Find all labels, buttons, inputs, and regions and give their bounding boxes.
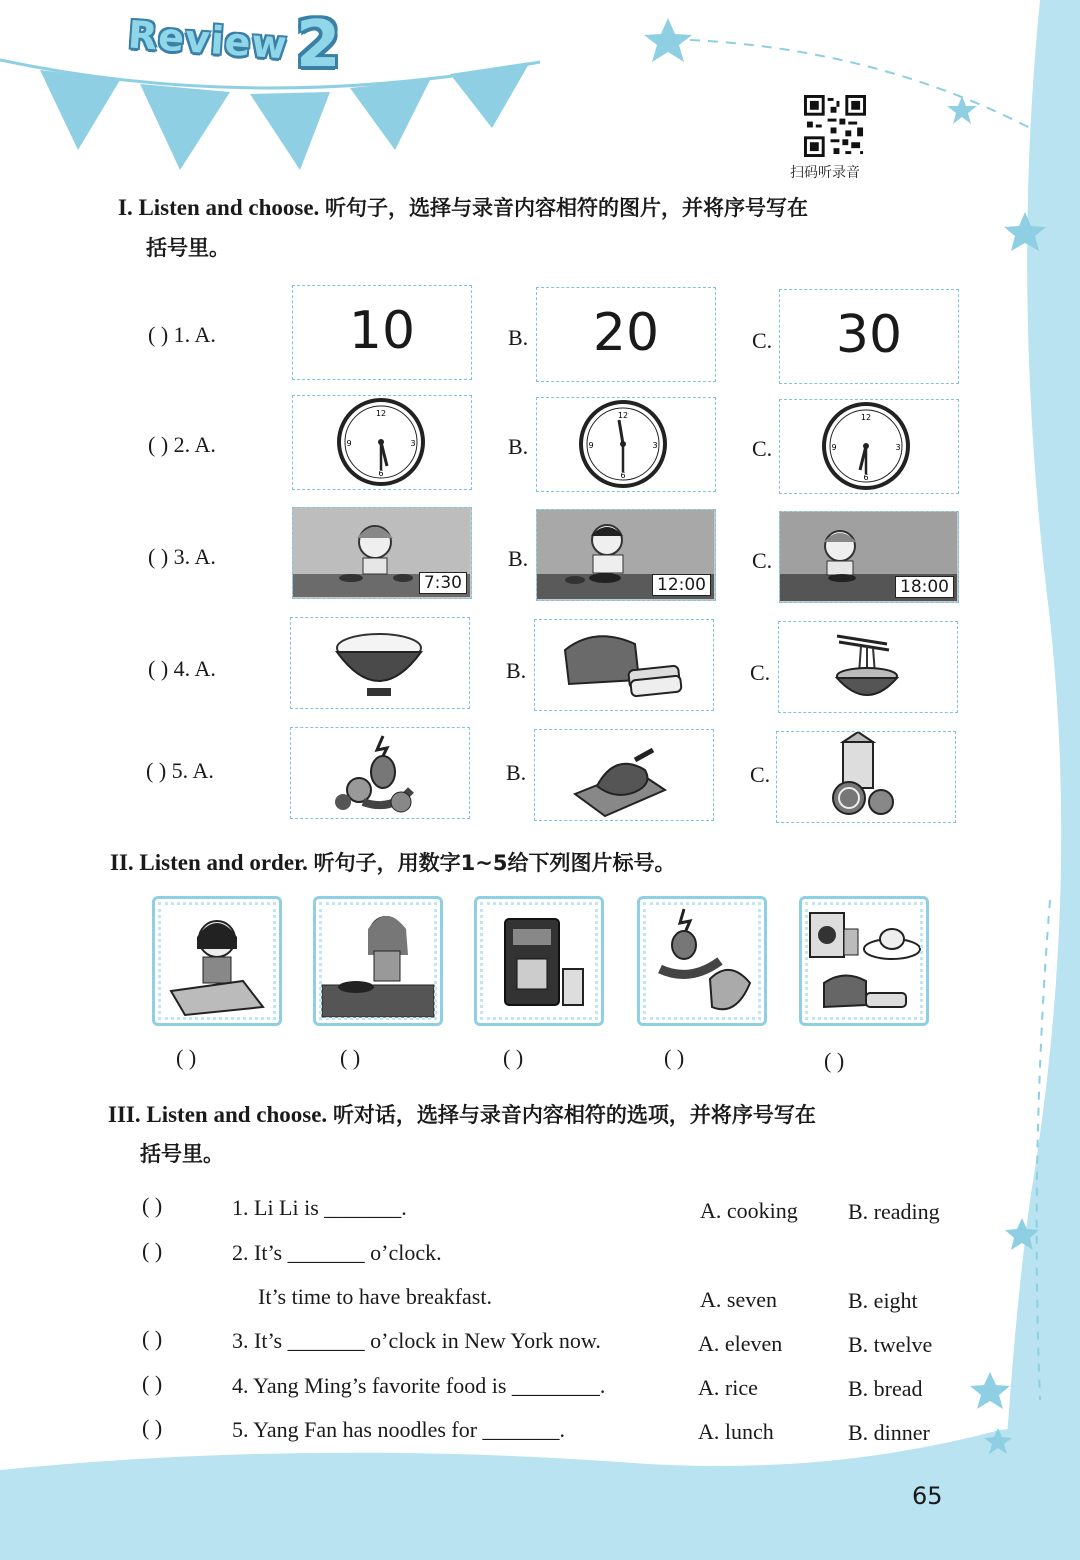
s2-answer-4[interactable]: ( ) xyxy=(664,1045,685,1070)
section3-title xyxy=(108,1095,816,1135)
s1-row4-c: C. xyxy=(750,660,771,685)
s1-row5-option-a[interactable] xyxy=(290,727,470,819)
s3-q3-text: 3. It’s _______ o’clock in New York now. xyxy=(232,1328,601,1353)
svg-text:3: 3 xyxy=(652,441,658,450)
juicer-icon xyxy=(477,899,601,1023)
s2-picture-fruit-vegetables[interactable] xyxy=(637,896,767,1026)
clock-icon xyxy=(780,400,957,492)
s2-answer-5[interactable]: ( ) xyxy=(824,1048,845,1073)
s3-q3-paren[interactable]: ( ) xyxy=(142,1326,163,1351)
s3-q1-paren[interactable]: ( ) xyxy=(142,1193,163,1218)
svg-text:6: 6 xyxy=(620,471,626,480)
s1-row1-option-b[interactable] xyxy=(536,287,716,382)
s1-row4-option-b[interactable] xyxy=(534,619,714,711)
s3-q2-text: 2. It’s _______ o’clock. xyxy=(232,1240,442,1265)
s2-answer-2[interactable]: ( ) xyxy=(340,1045,361,1070)
s2-picture-woman-cooking[interactable] xyxy=(313,896,443,1026)
s3-q1-text: 1. Li Li is _______. xyxy=(232,1195,407,1220)
breakfast-icon xyxy=(802,899,926,1023)
s2-picture-breakfast[interactable] xyxy=(799,896,929,1026)
s3-q5-option-a: A. lunch xyxy=(698,1419,774,1444)
svg-text:3: 3 xyxy=(410,439,416,448)
s1-row4-option-c[interactable] xyxy=(778,621,958,713)
time-label: 18:00 xyxy=(895,576,954,598)
s1-row3-label: ( ) 3. A. xyxy=(148,544,216,569)
s1-row2-option-a[interactable] xyxy=(292,395,472,490)
qr-caption: 扫码听录音 xyxy=(790,165,860,181)
s3-q2-text-line2: It’s time to have breakfast. xyxy=(258,1284,492,1309)
s1-row2-b: B. xyxy=(508,434,529,459)
s1-row2-option-c[interactable] xyxy=(779,399,959,494)
chicken-icon xyxy=(535,730,712,819)
s2-picture-girl-drawing[interactable] xyxy=(152,896,282,1026)
s1-row1-c: C. xyxy=(752,328,773,353)
review-title: Review xyxy=(126,12,290,68)
s1-row3-c: C. xyxy=(752,548,773,573)
time-label: 12:00 xyxy=(652,574,711,596)
s3-q4-option-a: A. rice xyxy=(698,1375,758,1400)
rice-bowl-icon xyxy=(291,618,468,707)
section3-title-cont: 括号里。 xyxy=(140,1142,224,1166)
s3-q2-option-b: B. eight xyxy=(848,1288,918,1313)
s1-row3-b: B. xyxy=(508,546,529,571)
svg-text:12: 12 xyxy=(860,413,872,422)
s1-row1-label: ( ) 1. A. xyxy=(148,322,216,347)
s3-q3-option-a: A. eleven xyxy=(698,1331,783,1356)
girl-drawing-icon xyxy=(155,899,279,1023)
s2-answer-3[interactable]: ( ) xyxy=(503,1045,524,1070)
s1-row5-option-b[interactable] xyxy=(534,729,714,821)
s1-row5-label: ( ) 5. A. xyxy=(146,758,214,783)
s1-row1-option-a[interactable] xyxy=(292,285,472,380)
s1-row2-c: C. xyxy=(752,436,773,461)
s1-row4-option-a[interactable] xyxy=(290,617,470,709)
clock-icon xyxy=(293,396,470,488)
s3-q5-option-b: B. dinner xyxy=(848,1420,930,1445)
s1-row4-b: B. xyxy=(506,658,527,683)
s1-row1-b: B. xyxy=(508,325,529,350)
section1-title xyxy=(118,188,808,228)
number-30: 30 xyxy=(835,305,903,365)
svg-text:6: 6 xyxy=(863,473,869,482)
s3-q4-paren[interactable]: ( ) xyxy=(142,1371,163,1396)
s3-q4-text: 4. Yang Ming’s favorite food is ________. xyxy=(232,1373,606,1398)
s3-q1-option-b: B. reading xyxy=(848,1199,940,1224)
qr-code-icon xyxy=(804,95,866,157)
s1-row3-option-c[interactable] xyxy=(779,511,959,603)
s3-q3-option-b: B. twelve xyxy=(848,1332,933,1357)
bread-icon xyxy=(535,620,712,709)
svg-text:6: 6 xyxy=(378,469,384,478)
review-number: 2 xyxy=(296,8,341,82)
s3-q2-option-a: A. seven xyxy=(700,1287,777,1312)
section3-title-cn: 听对话，选择与录音内容相符的选项，并将序号写在 xyxy=(332,1103,816,1127)
s1-row5-c: C. xyxy=(750,762,771,787)
s2-picture-juicer[interactable] xyxy=(474,896,604,1026)
s1-row2-label: ( ) 2. A. xyxy=(148,432,216,457)
s3-q1-option-a: A. cooking xyxy=(700,1198,798,1223)
s1-row5-b: B. xyxy=(506,760,527,785)
page-number: 65 xyxy=(912,1482,943,1510)
svg-text:9: 9 xyxy=(831,443,837,452)
s1-row5-option-c[interactable] xyxy=(776,731,956,823)
section1-title-en: I. Listen and choose. xyxy=(118,195,320,220)
s1-row2-option-b[interactable] xyxy=(536,397,716,492)
number-10: 10 xyxy=(348,301,416,361)
section2-title xyxy=(110,843,675,883)
orange-juice-icon xyxy=(777,732,954,821)
svg-text:12: 12 xyxy=(617,411,629,420)
s1-row3-option-a[interactable] xyxy=(292,507,472,599)
s3-q4-option-b: B. bread xyxy=(848,1376,923,1401)
woman-cooking-icon xyxy=(316,899,440,1023)
s3-q5-paren[interactable]: ( ) xyxy=(142,1415,163,1440)
section3-title-en: III. Listen and choose. xyxy=(108,1102,328,1127)
svg-text:9: 9 xyxy=(588,441,594,450)
time-label: 7:30 xyxy=(419,572,467,594)
clock-icon xyxy=(537,398,714,490)
section1-title-cn: 听句子，选择与录音内容相符的图片，并将序号写在 xyxy=(325,196,809,220)
s1-row1-option-c[interactable] xyxy=(779,289,959,384)
svg-text:9: 9 xyxy=(346,439,352,448)
s2-answer-1[interactable]: ( ) xyxy=(176,1045,197,1070)
s3-q2-paren[interactable]: ( ) xyxy=(142,1238,163,1263)
s1-row3-option-b[interactable] xyxy=(536,509,716,601)
svg-text:3: 3 xyxy=(895,443,901,452)
section2-title-en: II. Listen and order. xyxy=(110,850,308,875)
s3-q5-text: 5. Yang Fan has noodles for _______. xyxy=(232,1417,566,1442)
fruit-icon xyxy=(291,728,468,817)
fruit-vegetables-icon xyxy=(640,899,764,1023)
section2-title-cn: 听句子，用数字1~5给下列图片标号。 xyxy=(313,851,676,875)
noodles-icon xyxy=(779,622,956,711)
s1-row4-label: ( ) 4. A. xyxy=(148,656,216,681)
number-20: 20 xyxy=(592,303,660,363)
svg-text:12: 12 xyxy=(375,409,387,418)
section1-title-cont: 括号里。 xyxy=(146,236,230,260)
